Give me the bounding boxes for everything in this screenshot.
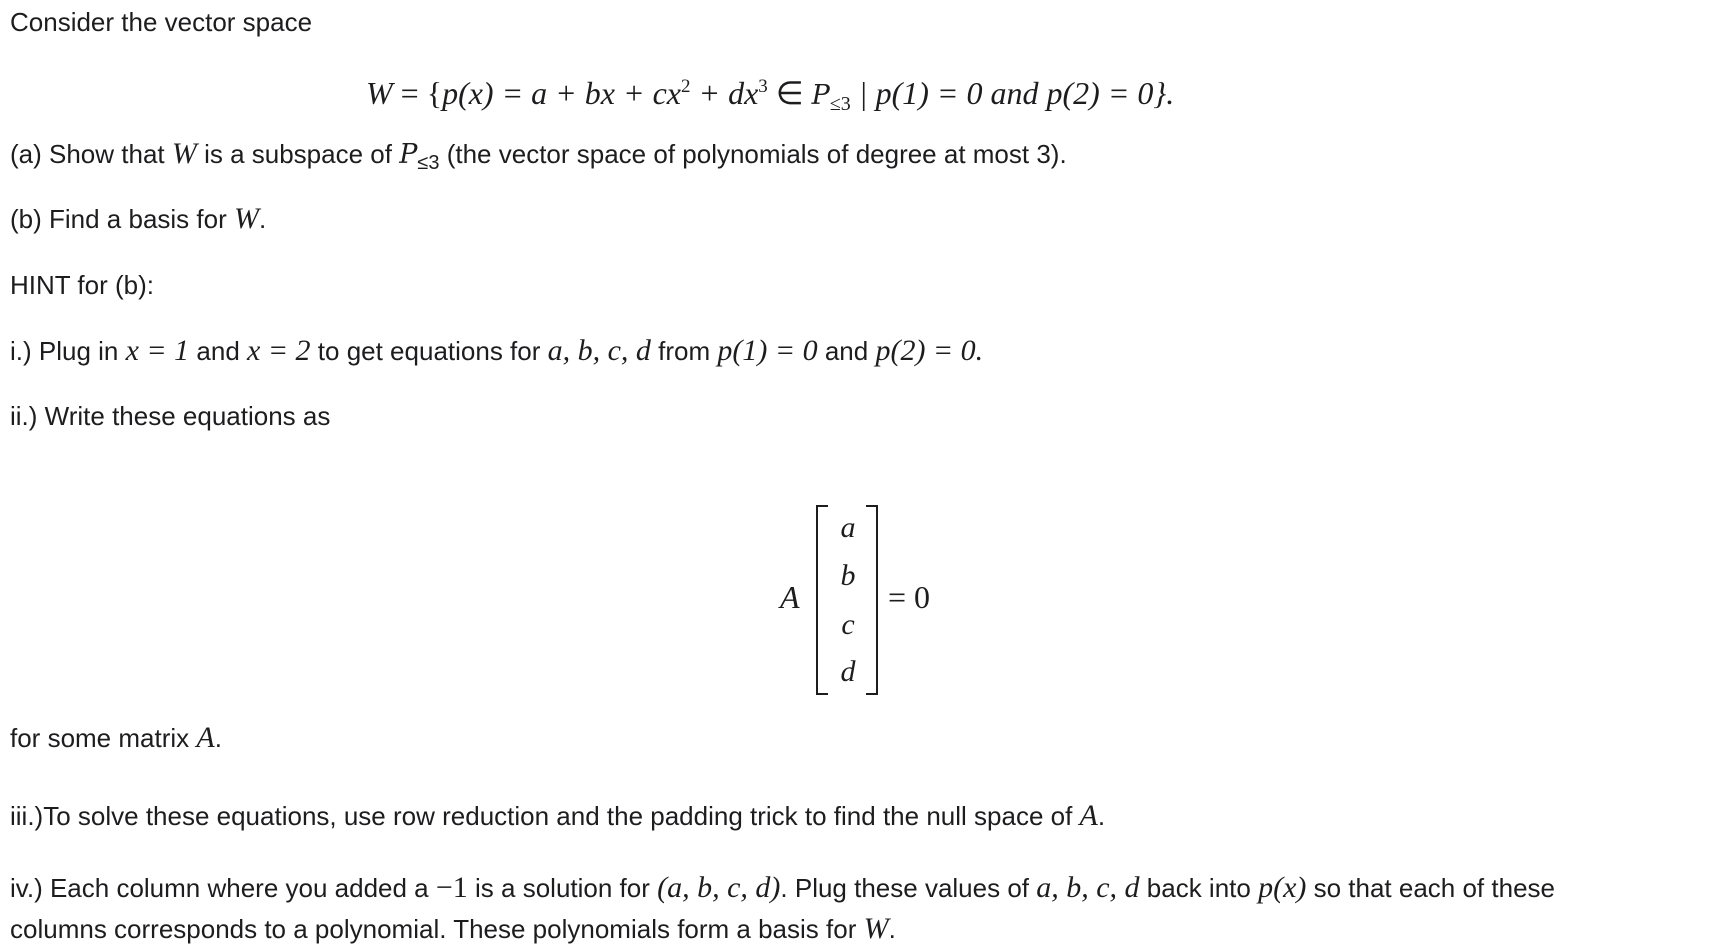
part-a-prefix: (a) Show that	[10, 139, 172, 169]
set-eq: = {	[392, 75, 443, 111]
part-a-P-sub: ≤3	[417, 152, 440, 174]
part-a-mid: is a subspace of	[196, 139, 400, 169]
step-iii-A: A	[1079, 799, 1098, 832]
vector-entry-a: a	[840, 511, 856, 544]
set-px: p(x) = a + bx + cx	[442, 75, 681, 111]
step-i	[10, 333, 983, 369]
set-cond: | p(1) = 0 and p(2) = 0}.	[850, 75, 1175, 111]
hint-title: HINT for (b):	[10, 270, 154, 300]
step-iv-tuple: (a, b, c, d)	[657, 871, 781, 904]
part-b-prefix: (b) Find a basis for	[10, 204, 234, 234]
step-iii-prefix: iii.)To solve these equations, use row reduction and the padding trick to find the null space of	[10, 801, 1080, 831]
step-iii	[10, 798, 1105, 834]
set-P: P	[811, 80, 830, 111]
part-b-suffix: .	[258, 204, 267, 234]
step-i-from: from	[650, 336, 718, 366]
intro-text: Consider the vector space	[10, 7, 313, 37]
step-iv-mid2: . Plug these values of	[780, 873, 1037, 903]
part-b	[10, 201, 266, 237]
part-a-suffix: (the vector space of polynomials of degree at most 3).	[439, 139, 1067, 169]
step-iv-line2-text: columns corresponds to a polynomial. These polynomials form a basis for	[10, 914, 864, 944]
set-exp3: 3	[758, 76, 768, 97]
set-definition	[366, 67, 1174, 124]
part-a-P: P	[399, 139, 418, 170]
matrix-rhs: = 0	[888, 579, 931, 615]
set-lhs: W	[366, 75, 393, 111]
matrix-A: A	[780, 579, 800, 615]
for-some-A: A	[196, 721, 215, 754]
vector-entry-d: d	[840, 655, 856, 688]
part-a	[10, 136, 1067, 181]
step-iv-neg: −1	[435, 871, 468, 904]
step-i-and2: and	[817, 336, 876, 366]
vector-entry-c: c	[841, 608, 855, 641]
vector-entry-b: b	[840, 559, 856, 592]
matrix-equation	[780, 505, 980, 695]
step-iv-px: p(x)	[1258, 871, 1307, 904]
step-iv-prefix: iv.) Each column where you added a	[10, 873, 436, 903]
step-iv-line2	[10, 911, 896, 947]
set-P-sub: ≤3	[829, 93, 851, 115]
for-some-suffix: .	[214, 723, 222, 753]
step-i-vars: a, b, c, d	[547, 334, 651, 367]
step-i-mid: to get equations for	[310, 336, 548, 366]
step-iv-mid4: so that each of these	[1306, 873, 1555, 903]
set-plus-d: + dx	[690, 75, 759, 111]
step-iv-vars: a, b, c, d	[1036, 871, 1140, 904]
set-exp2: 2	[680, 76, 691, 97]
part-a-W: W	[171, 137, 197, 170]
step-ii: ii.) Write these equations as	[10, 401, 331, 431]
for-some-prefix: for some matrix	[10, 723, 197, 753]
left-bracket	[816, 505, 828, 695]
step-i-and1: and	[189, 336, 247, 366]
step-i-p2: p(2) = 0.	[875, 334, 984, 367]
for-some-matrix	[10, 720, 222, 756]
step-i-p1: p(1) = 0	[717, 334, 818, 367]
step-iv-W: W	[863, 912, 889, 945]
step-i-x2: x = 2	[247, 334, 311, 367]
step-iv-mid3: back into	[1139, 873, 1259, 903]
step-i-prefix: i.) Plug in	[10, 336, 126, 366]
step-i-x1: x = 1	[125, 334, 190, 367]
step-iv-line1	[10, 870, 1555, 906]
step-iv-suffix: .	[888, 914, 896, 944]
part-b-W: W	[233, 202, 259, 235]
step-iv-mid1: is a solution for	[467, 873, 658, 903]
set-in: ∈	[767, 75, 812, 111]
step-iii-suffix: .	[1097, 801, 1106, 831]
